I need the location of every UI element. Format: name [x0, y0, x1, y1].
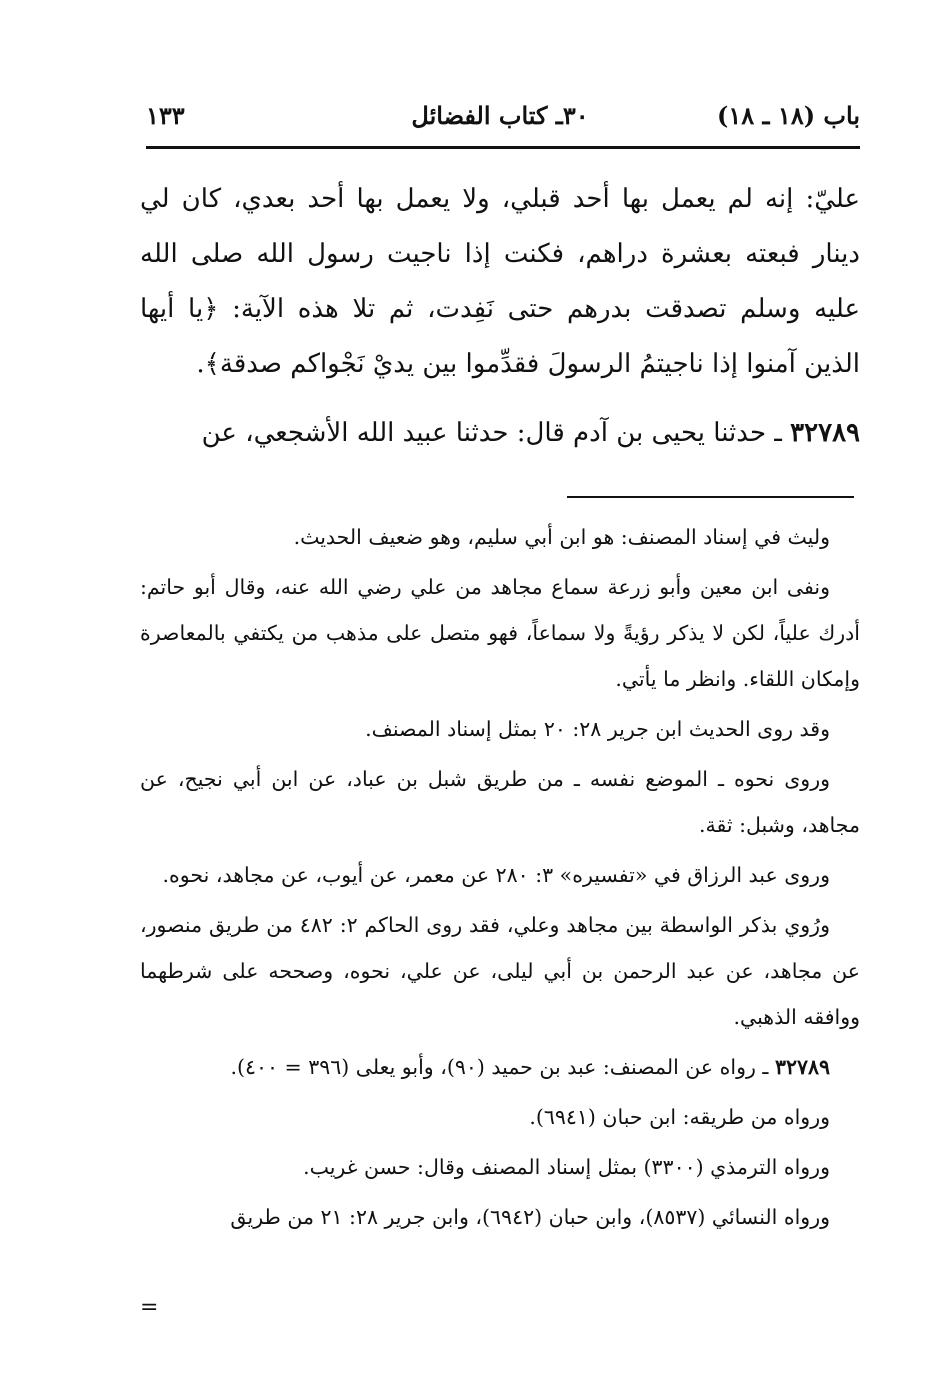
footnote-paragraph: ورُوي بذكر الواسطة بين مجاهد وعلي، فقد روى الحاكم ٢: ٤٨٢ من طريق منصور، عن مجاهد، عن عبد الرحمن بن أبي ليلى، عن علي، نحوه، وصححه على شرطهما ووافقه الذهبي. — [140, 913, 860, 1029]
footnote-paragraph: ونفى ابن معين وأبو زرعة سماع مجاهد من علي رضي الله عنه، وقال أبو حاتم: أدرك علياً، لكن لا يذكر رؤيةً ولا سماعاً، فهو متصل على مذهب من يكتفي بالمعاصرة وإمكان اللقاء. وانظر ما يأتي. — [140, 575, 860, 691]
book-title: ٣٠ـ كتاب الفضائل — [411, 101, 589, 130]
footnote-paragraph: وليث في إسناد المصنف: هو ابن أبي سليم، وهو ضعيف الحديث. — [293, 525, 830, 549]
hadith-entry — [140, 406, 860, 461]
footnote-paragraph: ورواه النسائي (٨٥٣٧)، وابن حبان (٦٩٤٢)، وابن جرير ٢٨: ٢١ من طريق — [230, 1205, 830, 1229]
page-header — [140, 96, 860, 142]
continuation-mark: = — [140, 1295, 159, 1320]
footnote-divider — [567, 496, 854, 498]
footnote-hadith — [140, 1044, 860, 1090]
hadith-number: ٣٢٧٨٩ — [790, 418, 860, 448]
footnote-hadith-number: ٣٢٧٨٩ — [774, 1055, 830, 1079]
footnote-hadith-text: ـ رواه عن المصنف: عبد بن حميد (٩٠)، وأبو يعلى (٣٩٦ = ٤٠٠). — [230, 1055, 769, 1079]
footnotes — [140, 514, 860, 1244]
chapter-heading: باب (١٨ ـ ١٨) — [717, 101, 860, 130]
main-paragraph: عليّ: إنه لم يعمل بها أحد قبلي، ولا يعمل بها أحد بعدي، كان لي دينار فبعته بعشرة دراهم، فكنت إذا ناجيت رسول الله صلى الله عليه وسلم تصدقت بدرهم حتى نَفِدت، ثم تلا هذه الآية: ﴿يا أيها الذين آمنوا إذا ناجيتمُ الرسولَ فقدِّموا بين يديْ نَجْواكم صدقة﴾. — [140, 184, 860, 379]
footnote-paragraph: ورواه من طريقه: ابن حبان (٦٩٤١). — [529, 1105, 830, 1129]
footnote-paragraph: وقد روى الحديث ابن جرير ٢٨: ٢٠ بمثل إسناد المصنف. — [365, 717, 830, 741]
footnote-paragraph: وروى نحوه ـ الموضع نفسه ـ من طريق شبل بن عباد، عن ابن أبي نجيح، عن مجاهد، وشبل: ثقة. — [140, 767, 860, 837]
main-text — [140, 172, 860, 461]
footnote-paragraph: وروى عبد الرزاق في «تفسيره» ٣: ٢٨٠ عن معمر، عن أيوب، عن مجاهد، نحوه. — [162, 863, 830, 887]
page-number: ١٣٣ — [146, 101, 185, 130]
hadith-text: ـ حدثنا يحيى بن آدم قال: حدثنا عبيد الله الأشجعي، عن — [201, 418, 782, 448]
header-divider — [146, 146, 860, 149]
footnote-paragraph: ورواه الترمذي (٣٣٠٠) بمثل إسناد المصنف وقال: حسن غريب. — [303, 1155, 830, 1179]
